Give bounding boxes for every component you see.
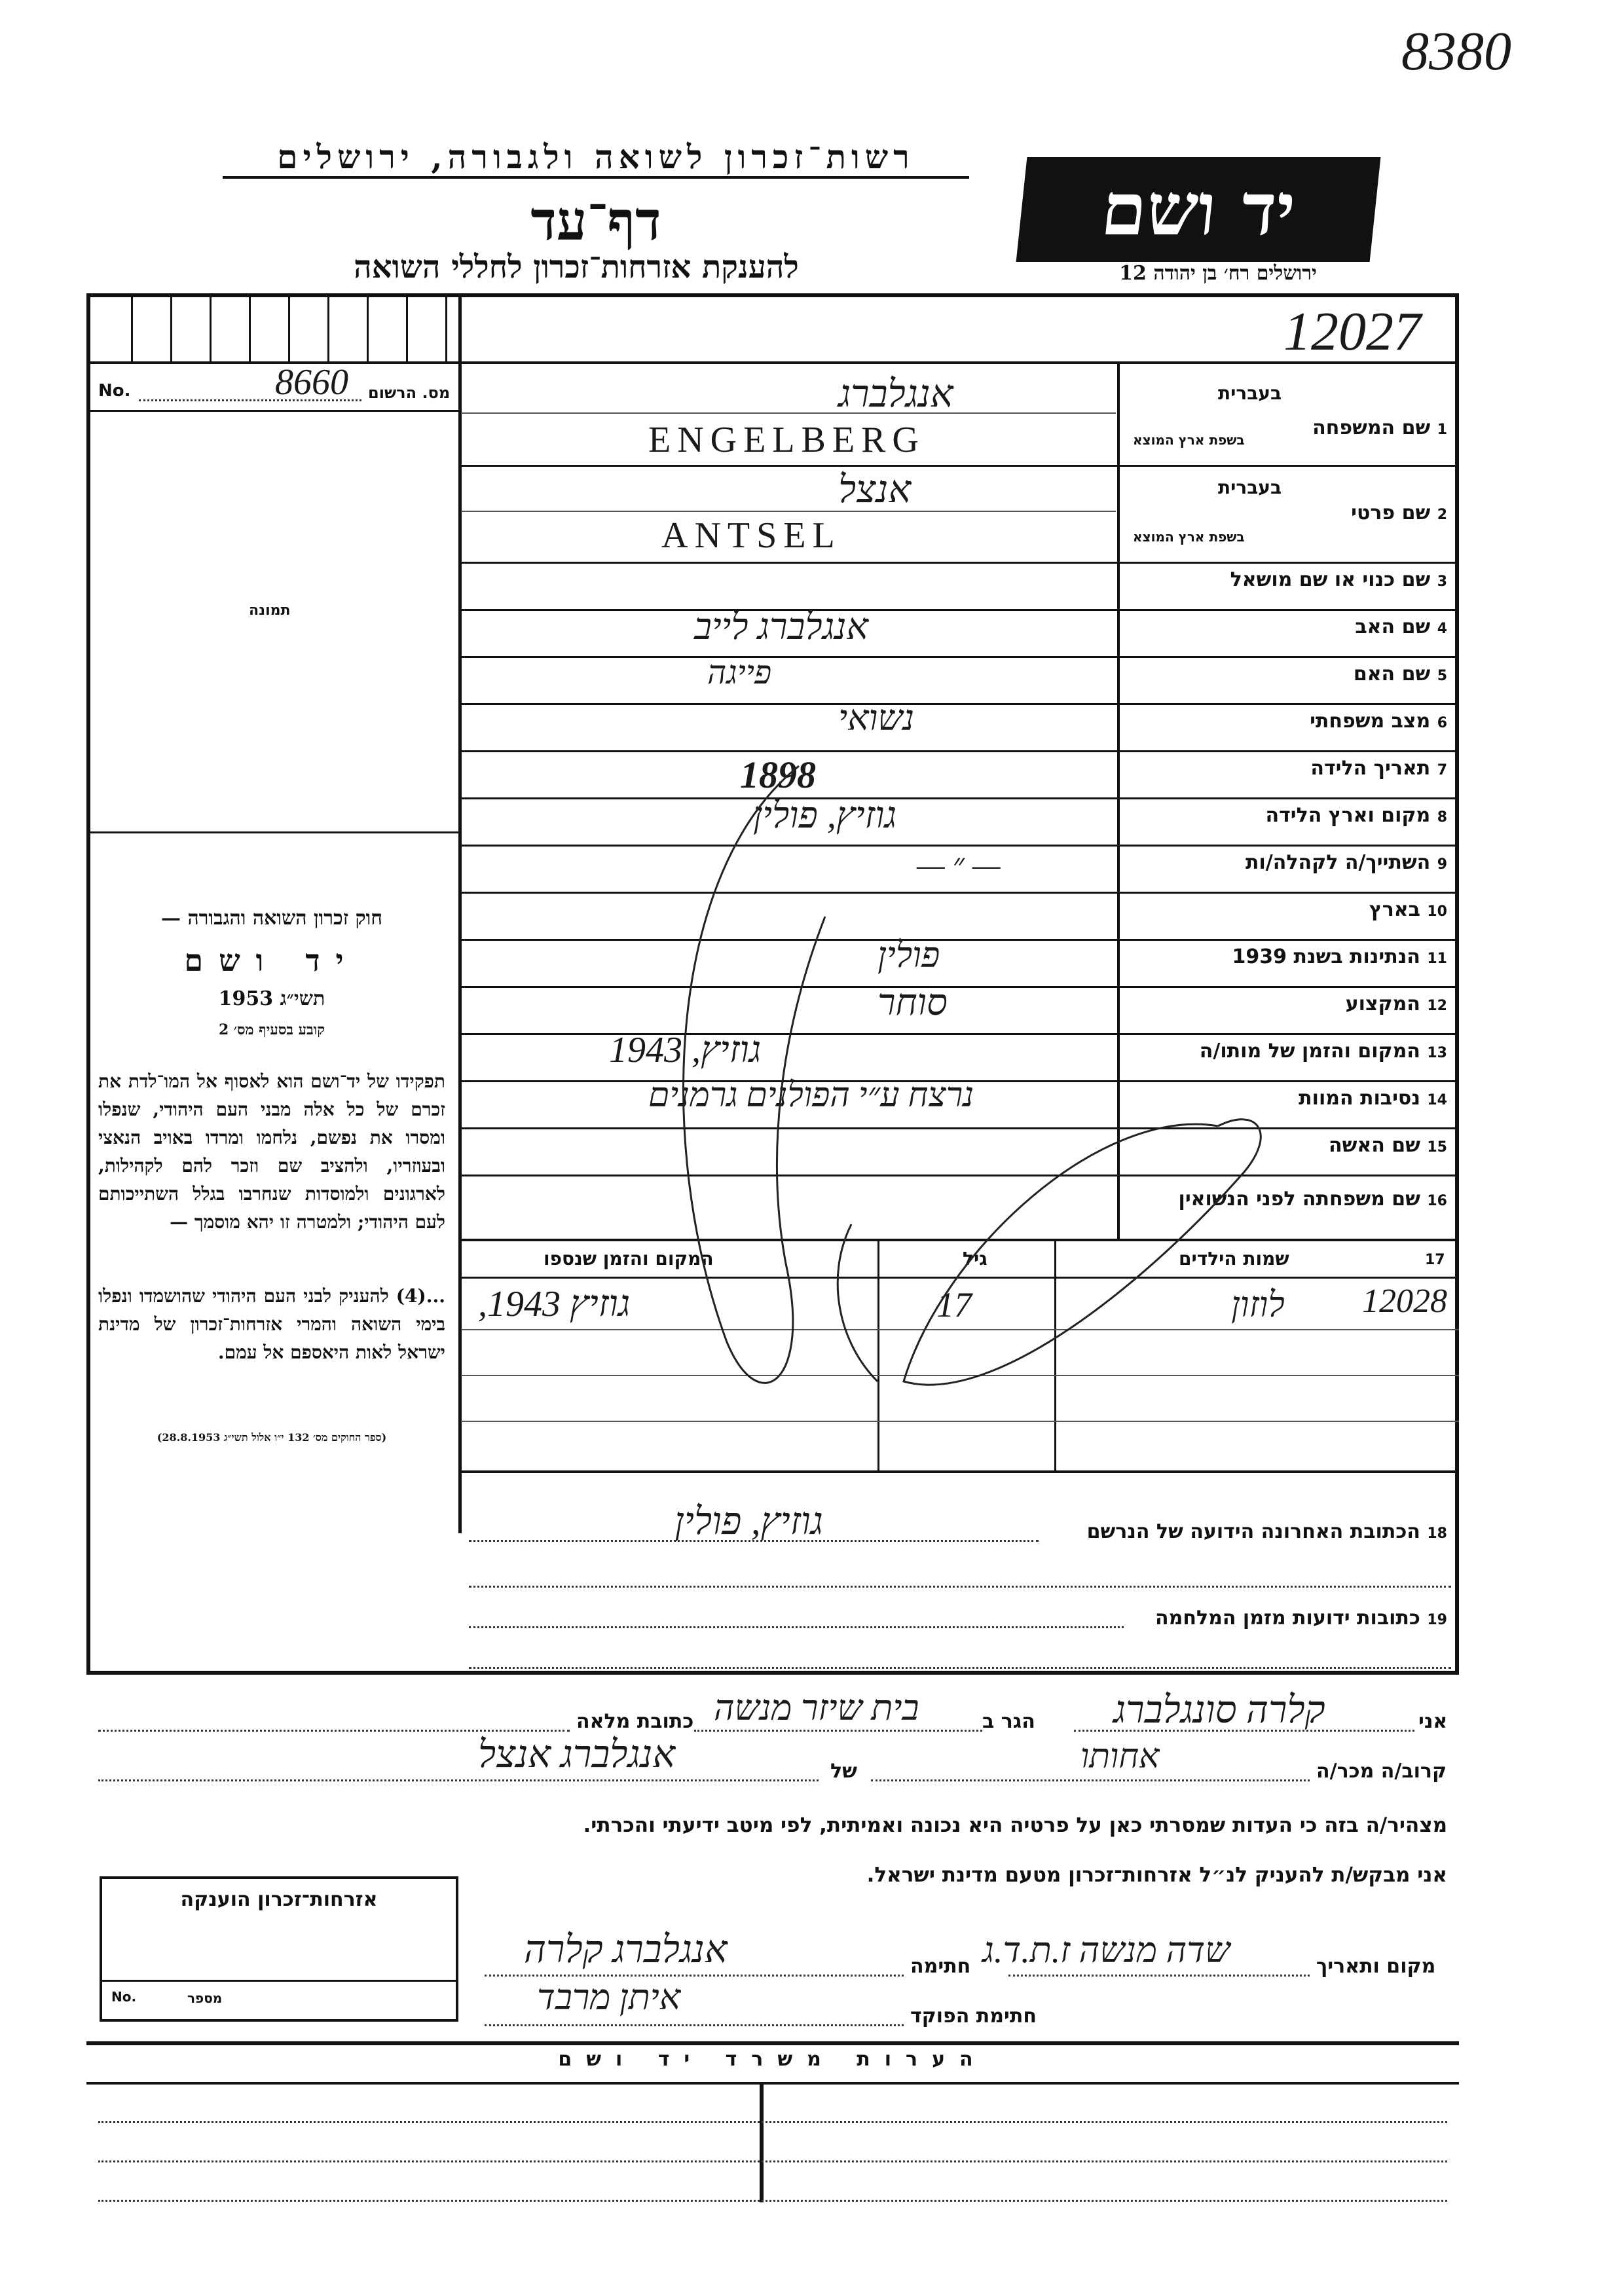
field-10-label: בארץ: [1369, 898, 1420, 921]
place-date-value: שדה מנשה ז.ת.ד.ג: [982, 1931, 1230, 1970]
field-4-num: 4: [1437, 621, 1447, 637]
field-18-label: הכתובת האחרונה הידועה של הנרשם: [1086, 1520, 1420, 1543]
form-title: דף־עד: [530, 190, 661, 253]
field-12-num: 12: [1427, 998, 1447, 1014]
signature-value: אנגלברג קלרה: [524, 1928, 728, 1971]
field-5-num: 5: [1437, 668, 1447, 684]
field-4-label: שם האב: [1355, 615, 1431, 638]
field-11-num: 11: [1427, 951, 1447, 967]
resident-label: הגר ב: [982, 1710, 1035, 1733]
field-label-family-name: [1283, 416, 1447, 439]
sublabel-hebrew-2: בעברית: [1218, 477, 1282, 498]
field-13-label: המקום והזמן של מותו/ה: [1199, 1040, 1420, 1063]
birth-place-value: גוזיץ, פולין: [753, 795, 897, 836]
field-label-first-name: [1283, 501, 1447, 524]
office-notes-title: הערות משרד יד ושם: [558, 2048, 987, 2071]
corner-number: 8380: [1401, 21, 1511, 82]
citizenship-box: [100, 1876, 458, 2022]
law-item-4: ...(4) להעניק לבני העם היהודי שהושמדו ונפלו בימי השואה והמרי אזרחות־זכרון של מדינת ישראל לאות היאספם אל עמם.: [98, 1285, 445, 1363]
field-11-label: הנתינות בשנת 1939: [1232, 945, 1420, 968]
community-value: — ״ —: [917, 848, 1001, 883]
field-7-label: תאריך הלידה: [1310, 757, 1431, 780]
field-1-label: שם המשפחה: [1312, 416, 1431, 439]
field-3-label: שם כנוי או שם מושאל: [1230, 568, 1431, 591]
field-18-num: 18: [1427, 1525, 1447, 1542]
field-8-num: 8: [1437, 809, 1447, 826]
field-6-label: מצב משפחתי: [1310, 710, 1431, 733]
field-15-num: 15: [1427, 1139, 1447, 1156]
of-value: אנגלברג אנצל: [478, 1733, 676, 1776]
declaration-statement: מצהיר/ה בזה כי העדות שמסרתי כאן על פרטיה היא נכונה ואמיתית, לפי מיטב ידיעתי והכרתי.: [583, 1813, 1447, 1837]
first-name-hebrew: אנצל: [838, 468, 912, 511]
field-14-label: נסיבות המוות: [1299, 1087, 1420, 1110]
child-age: 17: [936, 1285, 972, 1324]
field-8-label: מקום וארץ הלידה: [1265, 804, 1431, 827]
sublabel-hebrew-1: בעברית: [1218, 382, 1282, 404]
declaration-request: אני מבקש/ת להעניק לנ״ל אזרחות־זכרון מטעם מדינת ישראל.: [866, 1863, 1447, 1887]
field-1-num: 1: [1437, 422, 1447, 438]
logo-address: ירושלים רח׳ בן יהודה 12: [1119, 262, 1317, 285]
logo-text: יד ושם: [1097, 167, 1300, 251]
officer-signature-value: איתן מרבד: [537, 1978, 681, 2017]
citizenship-box-number-label: מספר: [187, 1990, 223, 2006]
officer-signature-label: חתימת הפוקד: [910, 2005, 1037, 2028]
law-paragraph: תפקידו של יד־ושם הוא לאסוף אל המו־לדת את זכרם של כל אלה מבני העם היהודי, שנפלו ומסרו את נפשם, נלחמו ומרדו באויב הנאצי ובעוזריו, ולהציב שם וזכר להם לקהילות, לארגונים ולמוסדות שנחרבו בגלל השתייכותם לעם היהודי; ולמטרה זו יהא מוסמך —: [98, 1070, 445, 1233]
last-address-value: גוזיץ, פולין: [674, 1500, 823, 1542]
registration-number: 8660: [275, 362, 348, 403]
birth-date-value: 1898: [740, 754, 816, 796]
full-address-label: כתובת מלאה: [576, 1710, 694, 1733]
field-label-marital: [1126, 710, 1447, 733]
field-10-num: 10: [1427, 903, 1447, 920]
field-6-num: 6: [1437, 715, 1447, 731]
wartime-addresses-label: [1126, 1607, 1447, 1630]
last-address-label: [1041, 1520, 1447, 1543]
mother-name-value: פייגה: [707, 654, 772, 691]
resident-value: בית שיזר מנשה: [714, 1688, 919, 1728]
children-field-num: 17: [1425, 1252, 1445, 1268]
pen-scribble: [629, 753, 1454, 1440]
citizenship-box-title: אזרחות־זכרון הוענקה: [180, 1888, 378, 1911]
place-date-label: מקום ותאריך: [1316, 1955, 1436, 1978]
law-year: תשי״ג 1953: [218, 987, 325, 1010]
family-name-hebrew: אנגלברג: [838, 373, 953, 415]
field-label-nickname: [1126, 568, 1447, 591]
field-2-num: 2: [1437, 507, 1447, 523]
field-label-father: [1126, 615, 1447, 638]
field-2-label: שם פרטי: [1351, 501, 1431, 524]
law-clause: קובע בסעיף מס׳ 2: [218, 1021, 325, 1038]
relation-label: קרוב/ה מכר/ה: [1316, 1760, 1447, 1783]
declarant-name: קלרה סונגלברג: [1113, 1688, 1325, 1731]
field-16-label: שם משפחתה לפני הנשואין: [1178, 1188, 1420, 1211]
field-9-label: השתייך/ה לקהלה/ות: [1246, 851, 1431, 874]
institution-name: רשות־זכרון לשואה ולגבורה, ירושלים: [223, 137, 969, 179]
citizenship-1939-value: פולין: [877, 936, 940, 975]
field-14-num: 14: [1427, 1092, 1447, 1108]
child-place-time: גוזיץ 1943,: [478, 1284, 631, 1324]
field-16-num: 16: [1427, 1193, 1447, 1209]
child-name-margin-note: 12028: [1362, 1283, 1447, 1320]
field-19-label: כתובות ידועות מזמן המלחמה: [1155, 1607, 1420, 1630]
children-age-header: גיל: [963, 1248, 987, 1269]
field-label-mother: [1126, 663, 1447, 685]
citizenship-box-no: No.: [111, 1989, 137, 2005]
field-15-label: שם האשה: [1329, 1134, 1420, 1157]
of-label: של: [830, 1760, 857, 1783]
field-5-label: שם האם: [1353, 663, 1431, 685]
marital-status-value: נשואי: [838, 699, 915, 738]
relation-value: אחותו: [1080, 1738, 1160, 1776]
father-name-value: אנגלברג לייב: [694, 607, 869, 647]
first-name-latin: ANTSEL: [661, 515, 841, 556]
children-names-header: שמות הילדים: [1179, 1248, 1289, 1269]
death-circumstances-value: נרצח ע״י הפולנים גרמנים: [648, 1077, 974, 1114]
children-place-time-header: המקום והזמן שנספו: [544, 1248, 714, 1269]
family-name-latin: ENGELBERG: [648, 420, 925, 460]
sublabel-origin-1: בשפת ארץ המוצא: [1133, 432, 1245, 448]
law-name: יד ושם: [184, 943, 360, 978]
field-12-label: המקצוע: [1345, 993, 1420, 1015]
registration-label-en: No.: [98, 381, 131, 401]
registration-label: מס. הרשום: [368, 384, 451, 402]
field-3-num: 3: [1437, 574, 1447, 590]
death-place-time-value: גוזיץ, 1943: [609, 1030, 762, 1070]
yad-vashem-logo: [1016, 157, 1381, 262]
law-title: חוק זכרון השואה והגבורה —: [161, 907, 382, 930]
field-19-num: 19: [1427, 1612, 1447, 1628]
field-9-num: 9: [1437, 856, 1447, 873]
photo-label: תמונה: [249, 602, 291, 619]
law-citation: (ספר החוקים מס׳ 132 י״ו אלול תשי״ג 28.8.1953): [157, 1431, 387, 1444]
profession-value: סוחר: [877, 983, 948, 1023]
declaration-ani: אני: [1418, 1710, 1448, 1733]
form-subtitle: להענקת אזרחות־זכרון לחללי השואה: [354, 249, 799, 285]
sublabel-origin-2: בשפת ארץ המוצא: [1133, 529, 1245, 545]
field-7-num: 7: [1437, 762, 1447, 778]
field-13-num: 13: [1427, 1045, 1447, 1061]
file-number: 12027: [1283, 301, 1421, 362]
signature-label: חתימה: [910, 1955, 971, 1978]
child-name: לוזון: [1231, 1285, 1285, 1324]
